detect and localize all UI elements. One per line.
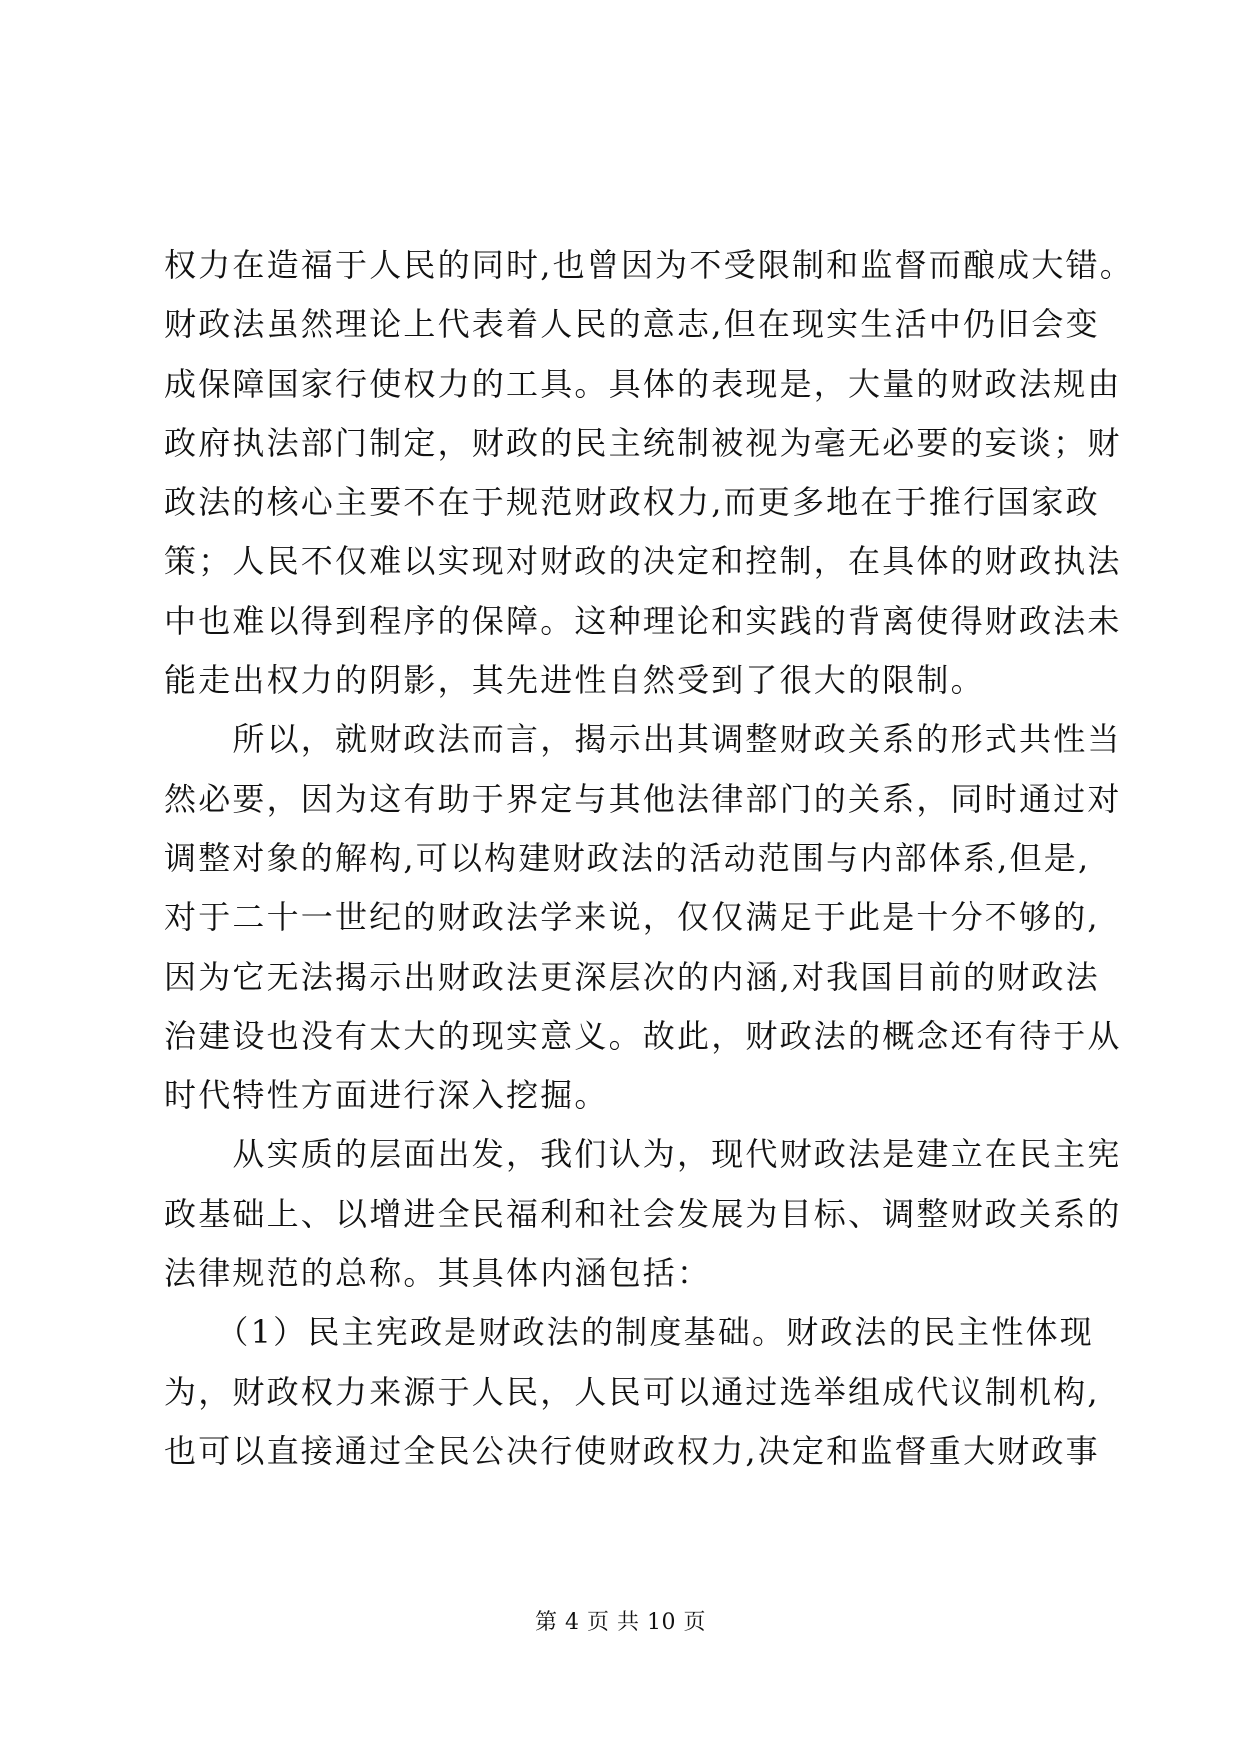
text-line: 因为它无法揭示出财政法更深层次的内涵,对我国目前的财政法 [164,957,1100,996]
text-line: 政法的核心主要不在于规范财政权力,而更多地在于推行国家政 [164,483,1100,522]
page-number-footer: 第 4 页 共 10 页 [535,1610,706,1635]
text-line: 法律规范的总称。其具体内涵包括： [164,1254,712,1293]
text-line: （1）民主宪政是财政法的制度基础。财政法的民主性体现 [164,1313,1094,1352]
text-line: 调整对象的解构,可以构建财政法的活动范围与内部体系,但是, [164,838,1091,877]
text-line: 所以，就财政法而言，揭示出其调整财政关系的形式共性当 [164,720,1122,759]
text-line: 也可以直接通过全民公决行使财政权力,决定和监督重大财政事 [164,1431,1100,1470]
text-line: 权力在造福于人民的同时,也曾因为不受限制和监督而酿成大错。 [164,246,1134,284]
text-line: 成保障国家行使权力的工具。具体的表现是，大量的财政法规由 [164,364,1122,403]
text-line: 然必要，因为这有助于界定与其他法律部门的关系，同时通过对 [164,779,1122,818]
text-line: 策；人民不仅难以实现对财政的决定和控制，在具体的财政执法 [164,542,1122,581]
text-line: 财政法虽然理论上代表着人民的意志,但在现实生活中仍旧会变 [164,305,1100,344]
text-line: 能走出权力的阴影，其先进性自然受到了很大的限制。 [164,661,985,700]
text-line: 从实质的层面出发，我们认为，现代财政法是建立在民主宪 [164,1135,1122,1174]
text-line: 政基础上、以增进全民福利和社会发展为目标、调整财政关系的 [164,1194,1122,1233]
text-line: 时代特性方面进行深入挖掘。 [164,1076,609,1115]
text-line: 为，财政权力来源于人民，人民可以通过选举组成代议制机构, [164,1372,1100,1411]
text-line: 治建设也没有太大的现实意义。故此，财政法的概念还有待于从 [164,1016,1122,1055]
text-line: 对于二十一世纪的财政法学来说，仅仅满足于此是十分不够的, [164,898,1100,937]
text-line: 政府执法部门制定，财政的民主统制被视为毫无必要的妄谈；财 [164,423,1122,462]
text-line: 中也难以得到程序的保障。这种理论和实践的背离使得财政法未 [164,601,1122,640]
body-text [164,236,1134,1481]
